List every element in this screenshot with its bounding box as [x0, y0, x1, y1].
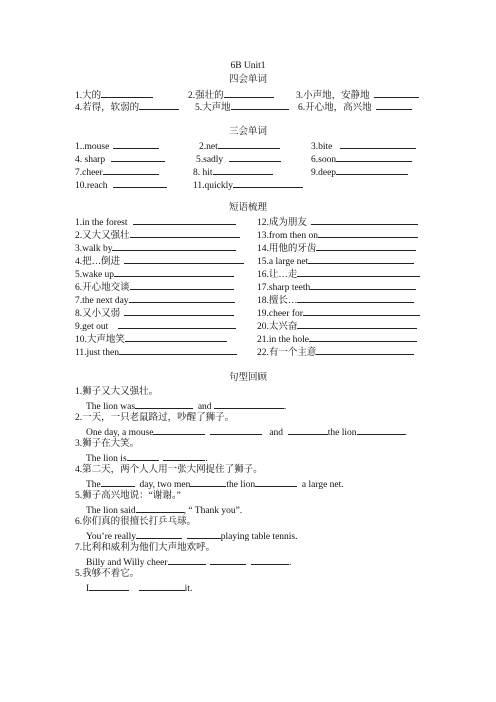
answer-blank[interactable]: [136, 530, 182, 539]
answer-blank[interactable]: [118, 320, 236, 329]
sentence-prompt: 7.比利和威利为他们大声地欢呼。: [75, 543, 216, 553]
word-item: 2.net: [199, 140, 280, 153]
phrase-item: 19.cheer for: [257, 307, 420, 320]
answer-blank[interactable]: [336, 153, 412, 162]
sentence-prompt: 4.第二天，两个人人用一张大网捉住了狮子。: [75, 465, 263, 475]
answer-blank[interactable]: [311, 216, 418, 225]
sentence-prompt: 6.你们真的很擅长打乒乓球。: [75, 517, 197, 527]
answer-blank[interactable]: [135, 400, 193, 409]
answer-blank[interactable]: [308, 255, 414, 264]
answer-blank[interactable]: [255, 478, 297, 487]
answer-blank[interactable]: [187, 530, 221, 539]
answer-blank[interactable]: [163, 452, 205, 461]
sentence-answer-line: The lion is .: [86, 454, 208, 464]
answer-blank[interactable]: [251, 556, 289, 565]
sentence-prompt: 1.狮子又大又强壮。: [75, 387, 159, 397]
sentence-prompt: 5.我够不着它。: [75, 569, 140, 579]
answer-blank[interactable]: [357, 426, 405, 435]
phrase-item: 6.开心地交谈: [75, 281, 234, 294]
sentence-answer-line: The lion was and .: [86, 402, 287, 412]
phrase-item: 20.太兴奋: [257, 320, 417, 333]
heading-sentence-review: 句型回顾: [228, 373, 267, 383]
answer-blank[interactable]: [297, 320, 417, 329]
word-item: 8. hit: [193, 166, 273, 179]
answer-blank[interactable]: [125, 333, 227, 342]
word-item: 1.大的: [75, 89, 153, 102]
answer-blank[interactable]: [114, 268, 234, 277]
answer-blank[interactable]: [153, 426, 205, 435]
word-item: 4.若得，软弱的: [75, 101, 179, 114]
sentence-answer-line: The lion said , “ Thank you”.: [86, 506, 243, 516]
answer-blank[interactable]: [336, 166, 408, 175]
answer-blank[interactable]: [309, 333, 417, 342]
phrase-item: 4.把…倒进: [75, 255, 244, 268]
heading-phrases: 短语梳理: [228, 203, 267, 213]
sentence-prompt: 2.一天，一只老鼠路过，吵醒了狮子。: [75, 413, 235, 423]
word-item: 9.deep: [311, 166, 408, 179]
phrase-item: 21.in the hole: [257, 333, 417, 346]
answer-blank[interactable]: [231, 101, 289, 110]
word-item: 10.reach: [75, 179, 167, 192]
phrase-item: 9.get out: [75, 320, 236, 333]
answer-blank[interactable]: [168, 556, 206, 565]
heading-three-skill-words: 三会单词: [228, 127, 267, 137]
answer-blank[interactable]: [229, 153, 281, 162]
answer-blank[interactable]: [139, 582, 185, 591]
answer-blank[interactable]: [101, 89, 153, 98]
answer-blank[interactable]: [113, 140, 159, 149]
answer-blank[interactable]: [111, 153, 165, 162]
phrase-item: 14.用他的牙齿: [257, 242, 416, 255]
answer-blank[interactable]: [129, 294, 235, 303]
word-item: 2.强壮的: [188, 89, 274, 102]
answer-blank[interactable]: [89, 582, 129, 591]
phrase-item: 18.擅长…: [257, 294, 414, 307]
word-item: 11.quickly: [193, 179, 303, 192]
word-item: 4. sharp: [75, 153, 165, 166]
answer-blank[interactable]: [316, 346, 414, 355]
answer-blank[interactable]: [210, 426, 262, 435]
sentence-answer-line: Billy and Willy cheer .: [86, 558, 292, 568]
phrase-item: 3.walk by: [75, 242, 236, 255]
answer-blank[interactable]: [124, 255, 244, 264]
answer-blank[interactable]: [310, 281, 416, 290]
answer-blank[interactable]: [133, 216, 236, 225]
word-item: 5.sadly: [196, 153, 281, 166]
answer-blank[interactable]: [130, 229, 240, 238]
phrase-item: 2.又大又强壮: [75, 229, 240, 242]
phrase-item: 10.大声地笑: [75, 333, 227, 346]
answer-blank[interactable]: [233, 179, 303, 188]
answer-blank[interactable]: [103, 166, 159, 175]
answer-blank[interactable]: [297, 294, 414, 303]
answer-blank[interactable]: [136, 504, 184, 513]
answer-blank[interactable]: [139, 101, 179, 110]
answer-blank[interactable]: [190, 478, 226, 487]
answer-blank[interactable]: [113, 179, 167, 188]
answer-blank[interactable]: [288, 426, 328, 435]
word-item: 5.大声地: [195, 101, 289, 114]
answer-blank[interactable]: [318, 229, 418, 238]
answer-blank[interactable]: [112, 242, 236, 251]
sentence-answer-line: One day, a mouse and the lion .: [86, 428, 407, 438]
answer-blank[interactable]: [374, 89, 419, 98]
answer-blank[interactable]: [376, 101, 412, 110]
sentence-answer-line: The day, two men the lion a large net.: [86, 480, 344, 490]
answer-blank[interactable]: [119, 346, 237, 355]
sentence-answer-line: I it.: [86, 584, 193, 594]
word-item: 6.开心地，高兴地: [298, 101, 412, 114]
document-title: 6B Unit1: [230, 61, 266, 71]
phrase-item: 5.wake up: [75, 268, 234, 281]
word-item: 3.小声地，安静地: [296, 89, 419, 102]
phrase-item: 17.sharp teeth: [257, 281, 416, 294]
phrase-item: 15.a large net: [257, 255, 414, 268]
answer-blank[interactable]: [210, 556, 246, 565]
answer-blank[interactable]: [297, 268, 420, 277]
phrase-item: 7.the next day: [75, 294, 235, 307]
word-item: 7.cheer: [75, 166, 159, 179]
word-item: 6.soon: [311, 153, 412, 166]
answer-blank[interactable]: [218, 140, 280, 149]
answer-blank[interactable]: [340, 140, 416, 149]
sentence-prompt: 5.狮子高兴地说：“谢谢。”: [75, 491, 181, 501]
phrase-item: 12.成为朋友: [257, 216, 418, 229]
answer-blank[interactable]: [130, 281, 234, 290]
answer-blank[interactable]: [127, 452, 159, 461]
answer-blank[interactable]: [316, 242, 416, 251]
answer-blank[interactable]: [303, 307, 420, 316]
answer-blank[interactable]: [214, 400, 284, 409]
answer-blank[interactable]: [124, 307, 234, 316]
phrase-item: 22.有一个主意: [257, 346, 414, 359]
answer-blank[interactable]: [213, 166, 273, 175]
word-item: 3.bite: [311, 140, 416, 153]
sentence-answer-line: You’re really playing table tennis.: [86, 532, 298, 542]
answer-blank[interactable]: [101, 478, 135, 487]
heading-four-skill-words: 四会单词: [228, 75, 267, 85]
sentence-prompt: 3.狮子在大笑。: [75, 439, 140, 449]
answer-blank[interactable]: [224, 89, 274, 98]
phrase-item: 13.from then on: [257, 229, 418, 242]
word-item: 1..mouse: [75, 140, 159, 153]
phrase-item: 11.just then: [75, 346, 237, 359]
phrase-item: 8.又小又弱: [75, 307, 234, 320]
phrase-item: 1.in the forest: [75, 216, 236, 229]
phrase-item: 16.让…走: [257, 268, 420, 281]
